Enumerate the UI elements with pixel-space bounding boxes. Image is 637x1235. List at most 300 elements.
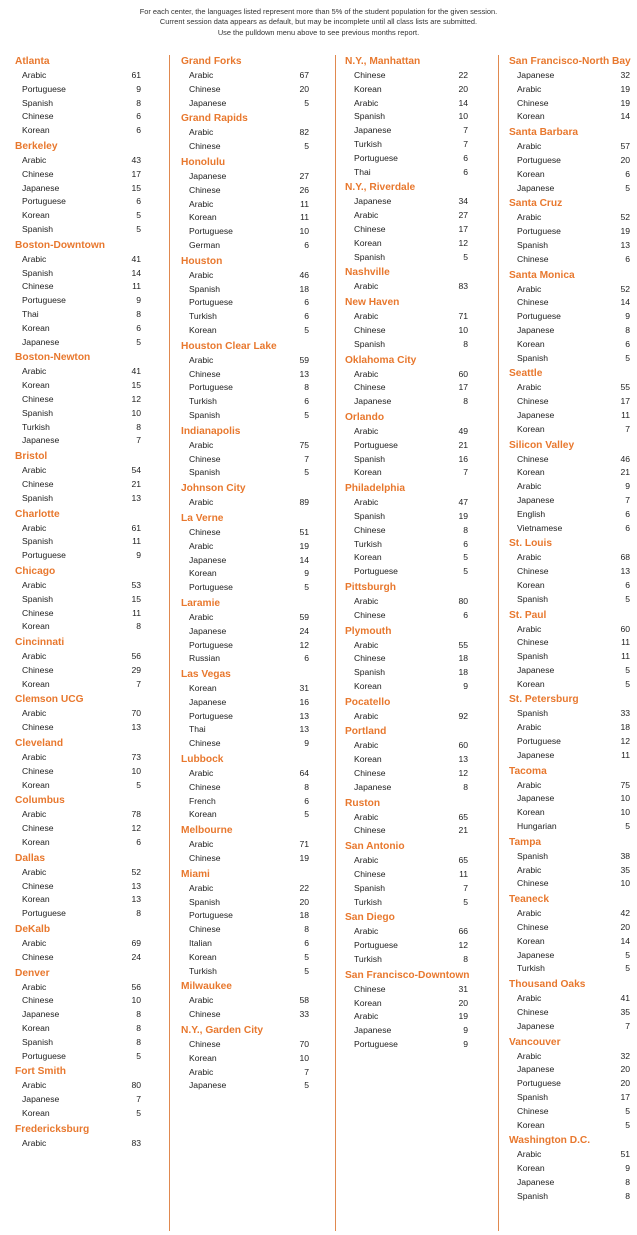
language-percent: 11 (132, 536, 141, 547)
center-name: Johnson City (181, 483, 246, 495)
language-name: Arabic (189, 995, 214, 1006)
center-block (335, 55, 498, 179)
language-percent: 13 (131, 894, 141, 905)
language-row (498, 820, 637, 834)
language-name: Chinese (189, 453, 221, 464)
language-percent: 18 (458, 667, 468, 678)
center-block (0, 565, 164, 634)
language-percent: 21 (458, 439, 468, 450)
language-name: Portuguese (22, 908, 66, 919)
language-percent: 19 (458, 1011, 468, 1022)
language-percent: 41 (131, 366, 141, 377)
language-percent: 5 (625, 593, 630, 604)
language-percent: 17 (620, 396, 630, 407)
language-row (498, 381, 637, 395)
language-name: Chinese (22, 995, 54, 1006)
center-name: Lubbock (181, 754, 224, 766)
language-percent: 65 (458, 811, 468, 822)
center-block (498, 893, 637, 976)
language-name: Arabic (517, 864, 542, 875)
language-name: Portuguese (517, 736, 561, 747)
language-percent: 26 (299, 184, 309, 195)
language-name: Arabic (22, 938, 47, 949)
language-name: Chinese (22, 168, 54, 179)
language-row (170, 896, 335, 910)
language-percent: 6 (136, 196, 141, 207)
language-row (0, 1093, 164, 1107)
language-percent: 17 (131, 168, 141, 179)
language-percent: 68 (620, 552, 630, 563)
language-row (335, 166, 498, 180)
language-row (170, 283, 335, 297)
language-row (0, 365, 164, 379)
language-row (170, 140, 335, 154)
language-percent: 9 (625, 311, 630, 322)
language-row (498, 806, 637, 820)
language-percent: 12 (131, 393, 141, 404)
language-row (498, 678, 637, 692)
language-row (335, 439, 498, 453)
language-percent: 6 (136, 837, 141, 848)
center-block (498, 978, 637, 1033)
language-name: Chinese (189, 83, 221, 94)
language-percent: 83 (458, 281, 468, 292)
center-block (0, 636, 164, 691)
language-percent: 51 (620, 1149, 630, 1160)
language-name: Chinese (517, 1007, 549, 1018)
center-block (498, 836, 637, 891)
center-name: Orlando (345, 411, 385, 423)
language-name: Korean (22, 621, 50, 632)
language-row (0, 893, 164, 907)
language-row (498, 1050, 637, 1064)
language-row (498, 409, 637, 423)
language-row (498, 1176, 637, 1190)
language-name: Spanish (22, 97, 54, 108)
language-percent: 52 (620, 212, 630, 223)
language-percent: 29 (131, 664, 141, 675)
language-percent: 10 (458, 111, 468, 122)
language-name: Chinese (22, 111, 54, 122)
center-block (170, 512, 335, 595)
language-row (170, 737, 335, 751)
language-name: Arabic (517, 382, 542, 393)
language-percent: 71 (299, 839, 309, 850)
language-row (498, 522, 637, 536)
language-name: Spanish (354, 882, 386, 893)
language-row (498, 423, 637, 437)
language-name: Arabic (517, 481, 542, 492)
language-name: Chinese (354, 223, 386, 234)
language-name: Portuguese (189, 582, 233, 593)
center-name: Washington D.C. (509, 1135, 591, 1147)
language-name: Arabic (22, 366, 47, 377)
language-name: Japanese (354, 125, 392, 136)
center-name: Boston-Newton (15, 352, 91, 364)
language-percent: 56 (131, 981, 141, 992)
center-block (498, 1036, 637, 1133)
language-name: Arabic (189, 439, 214, 450)
language-row (170, 795, 335, 809)
language-percent: 5 (304, 324, 309, 335)
language-percent: 15 (131, 593, 141, 604)
language-name: Chinese (517, 1105, 549, 1116)
language-percent: 17 (620, 1092, 630, 1103)
intro-note (0, 7, 637, 38)
language-name: Chinese (354, 382, 386, 393)
language-row (0, 182, 164, 196)
language-name: Chinese (517, 453, 549, 464)
language-name: Portuguese (189, 382, 233, 393)
language-row (335, 868, 498, 882)
center-block (498, 765, 637, 834)
language-row (335, 338, 498, 352)
language-name: Arabic (354, 425, 379, 436)
center-block (170, 980, 335, 1022)
language-percent: 31 (458, 983, 468, 994)
center-name: Grand Forks (181, 56, 242, 67)
language-name: Portuguese (22, 550, 66, 561)
language-row (335, 237, 498, 251)
language-name: Arabic (517, 1149, 542, 1160)
language-percent: 21 (131, 478, 141, 489)
language-row (335, 425, 498, 439)
center-name: St. Louis (509, 538, 553, 550)
language-percent: 20 (299, 896, 309, 907)
language-name: Arabic (354, 811, 379, 822)
language-row (498, 992, 637, 1006)
language-percent: 5 (625, 949, 630, 960)
language-name: Japanese (517, 324, 555, 335)
center-name: Pittsburgh (345, 581, 396, 593)
center-block (335, 725, 498, 794)
language-row (498, 749, 637, 763)
language-percent: 6 (463, 166, 468, 177)
language-percent: 59 (299, 354, 309, 365)
center-block (170, 868, 335, 979)
language-percent: 73 (131, 752, 141, 763)
language-row (170, 567, 335, 581)
language-name: Arabic (22, 809, 47, 820)
language-percent: 6 (625, 522, 630, 533)
language-percent: 8 (463, 524, 468, 535)
language-percent: 55 (458, 639, 468, 650)
center-name: Columbus (15, 795, 65, 807)
language-name: Korean (22, 380, 50, 391)
language-percent: 19 (458, 510, 468, 521)
language-percent: 64 (299, 768, 309, 779)
language-name: Chinese (189, 738, 221, 749)
language-name: Portuguese (354, 566, 398, 577)
language-percent: 9 (625, 481, 630, 492)
language-row (498, 551, 637, 565)
language-name: Chinese (22, 722, 54, 733)
language-percent: 75 (620, 779, 630, 790)
language-name: Arabic (354, 1011, 379, 1022)
language-row (0, 421, 164, 435)
language-percent: 33 (299, 1009, 309, 1020)
language-percent: 15 (131, 380, 141, 391)
language-name: Arabic (189, 198, 214, 209)
center-block (170, 1024, 335, 1093)
center-name: N.Y., Riverdale (345, 182, 416, 194)
language-row (0, 535, 164, 549)
language-percent: 5 (304, 582, 309, 593)
language-percent: 10 (131, 765, 141, 776)
language-row (170, 710, 335, 724)
intro-line-1: For each center, the languages listed represent more than 5% of the student population for the given session. (139, 7, 498, 16)
language-row (498, 850, 637, 864)
language-name: Chinese (22, 393, 54, 404)
language-row (498, 225, 637, 239)
language-percent: 20 (620, 154, 630, 165)
language-row (0, 83, 164, 97)
language-percent: 6 (625, 253, 630, 264)
language-percent: 71 (458, 311, 468, 322)
language-name: Portuguese (189, 710, 233, 721)
language-name: Arabic (189, 497, 214, 508)
language-name: Portuguese (189, 639, 233, 650)
language-name: Spanish (354, 667, 386, 678)
language-row (498, 735, 637, 749)
language-percent: 41 (131, 253, 141, 264)
language-percent: 19 (299, 540, 309, 551)
language-row (498, 83, 637, 97)
language-name: German (189, 239, 221, 250)
language-row (0, 478, 164, 492)
language-name: Chinese (22, 607, 54, 618)
language-row (498, 593, 637, 607)
language-percent: 20 (620, 922, 630, 933)
center-name: Teaneck (509, 894, 550, 906)
language-row (335, 680, 498, 694)
language-row (170, 97, 335, 111)
language-percent: 5 (625, 678, 630, 689)
center-name: Boston-Downtown (15, 239, 105, 251)
language-row (0, 1137, 164, 1151)
language-row (170, 909, 335, 923)
language-row (335, 496, 498, 510)
language-row (0, 994, 164, 1008)
language-name: Korean (22, 837, 50, 848)
language-percent: 9 (463, 1039, 468, 1050)
language-percent: 6 (304, 396, 309, 407)
language-name: Arabic (22, 579, 47, 590)
center-block (498, 367, 637, 436)
center-name: Vancouver (509, 1036, 561, 1048)
language-name: Arabic (189, 354, 214, 365)
language-row (170, 211, 335, 225)
center-name: Chicago (15, 565, 56, 577)
center-name: San Diego (345, 912, 395, 924)
language-name: Portuguese (22, 295, 66, 306)
language-percent: 60 (458, 368, 468, 379)
language-percent: 22 (299, 882, 309, 893)
language-name: Korean (517, 168, 545, 179)
language-row (0, 294, 164, 308)
language-row (0, 1050, 164, 1064)
language-name: Arabic (354, 210, 379, 221)
center-block (0, 1065, 164, 1120)
language-row (170, 1066, 335, 1080)
center-block (335, 797, 498, 839)
center-block (498, 537, 637, 606)
language-row (335, 1024, 498, 1038)
language-row (498, 877, 637, 891)
language-row (0, 751, 164, 765)
language-name: Arabic (517, 908, 542, 919)
language-percent: 5 (625, 664, 630, 675)
language-row (170, 184, 335, 198)
language-row (335, 854, 498, 868)
language-name: Japanese (189, 1080, 227, 1091)
language-name: Chinese (189, 1009, 221, 1020)
language-percent: 14 (299, 554, 309, 565)
language-name: Spanish (517, 1190, 549, 1201)
language-row (0, 434, 164, 448)
language-percent: 9 (136, 295, 141, 306)
language-name: Arabic (22, 465, 47, 476)
language-percent: 20 (299, 83, 309, 94)
centers-column-1 (0, 53, 164, 1152)
language-row (170, 239, 335, 253)
language-percent: 7 (136, 435, 141, 446)
language-percent: 14 (458, 97, 468, 108)
language-row (170, 453, 335, 467)
language-percent: 5 (625, 352, 630, 363)
language-percent: 65 (458, 855, 468, 866)
center-name: Dallas (15, 852, 46, 864)
language-name: Spanish (517, 593, 549, 604)
language-percent: 8 (136, 1036, 141, 1047)
language-row (335, 251, 498, 265)
language-row (498, 1190, 637, 1204)
language-row (0, 981, 164, 995)
language-name: Arabic (354, 311, 379, 322)
language-percent: 8 (136, 97, 141, 108)
centers-column-2 (170, 53, 335, 1094)
language-name: Korean (517, 678, 545, 689)
language-name: Spanish (517, 1092, 549, 1103)
language-percent: 17 (458, 223, 468, 234)
language-row (170, 269, 335, 283)
language-name: Korean (354, 680, 382, 691)
language-row (0, 492, 164, 506)
center-block (335, 354, 498, 409)
center-block (0, 239, 164, 350)
language-row (498, 962, 637, 976)
language-percent: 70 (299, 1039, 309, 1050)
center-name: Plymouth (345, 625, 392, 637)
language-percent: 5 (625, 963, 630, 974)
language-name: French (189, 795, 216, 806)
center-name: Silicon Valley (509, 439, 575, 451)
language-row (170, 170, 335, 184)
language-name: Spanish (22, 536, 54, 547)
language-row (0, 880, 164, 894)
language-name: Korean (517, 807, 545, 818)
language-percent: 6 (136, 125, 141, 136)
language-percent: 7 (304, 453, 309, 464)
language-percent: 6 (304, 938, 309, 949)
language-percent: 31 (299, 683, 309, 694)
language-percent: 27 (299, 170, 309, 181)
language-row (335, 565, 498, 579)
language-row (170, 540, 335, 554)
language-percent: 6 (304, 795, 309, 806)
center-block (498, 126, 637, 195)
language-percent: 20 (620, 1078, 630, 1089)
center-block (170, 425, 335, 480)
language-name: Chinese (354, 653, 386, 664)
language-row (335, 223, 498, 237)
language-name: Japanese (189, 554, 227, 565)
language-row (170, 1038, 335, 1052)
intro-line-2: Current session data appears as default, but may be incomplete until all class lists are submitted. (159, 17, 478, 27)
language-name: Chinese (189, 526, 221, 537)
language-name: Korean (517, 423, 545, 434)
language-name: Korean (22, 894, 50, 905)
language-name: Korean (517, 111, 545, 122)
language-percent: 20 (620, 1064, 630, 1075)
language-row (0, 866, 164, 880)
language-percent: 7 (304, 1066, 309, 1077)
center-name: Melbourne (181, 825, 233, 837)
language-name: Japanese (354, 1025, 392, 1036)
language-percent: 10 (299, 226, 309, 237)
language-percent: 11 (459, 869, 468, 880)
language-percent: 7 (625, 494, 630, 505)
language-name: Arabic (354, 855, 379, 866)
language-name: Vietnamese (517, 522, 563, 533)
language-name: Arabic (354, 97, 379, 108)
language-name: Japanese (517, 793, 555, 804)
center-name: Santa Barbara (509, 127, 579, 139)
language-row (335, 551, 498, 565)
language-percent: 5 (304, 97, 309, 108)
language-row (170, 767, 335, 781)
language-percent: 8 (136, 421, 141, 432)
language-row (0, 579, 164, 593)
language-name: Turkish (354, 538, 382, 549)
language-row (170, 466, 335, 480)
language-name: Spanish (189, 409, 221, 420)
language-percent: 75 (299, 439, 309, 450)
language-percent: 10 (620, 793, 630, 804)
language-name: Spanish (354, 453, 386, 464)
language-name: Chinese (517, 566, 549, 577)
language-percent: 34 (458, 196, 468, 207)
language-percent: 5 (625, 1119, 630, 1130)
language-percent: 59 (299, 611, 309, 622)
language-name: Portuguese (354, 940, 398, 951)
language-percent: 6 (625, 579, 630, 590)
language-row (498, 453, 637, 467)
center-block (0, 351, 164, 448)
language-row (170, 83, 335, 97)
language-name: Korean (354, 83, 382, 94)
language-row (170, 69, 335, 83)
language-percent: 8 (463, 396, 468, 407)
language-percent: 5 (463, 251, 468, 262)
language-name: Arabic (22, 1080, 47, 1091)
language-row (0, 664, 164, 678)
center-name: Santa Cruz (509, 198, 563, 210)
center-name: St. Petersburg (509, 694, 579, 706)
language-percent: 5 (463, 566, 468, 577)
language-percent: 13 (299, 724, 309, 735)
language-row (0, 379, 164, 393)
